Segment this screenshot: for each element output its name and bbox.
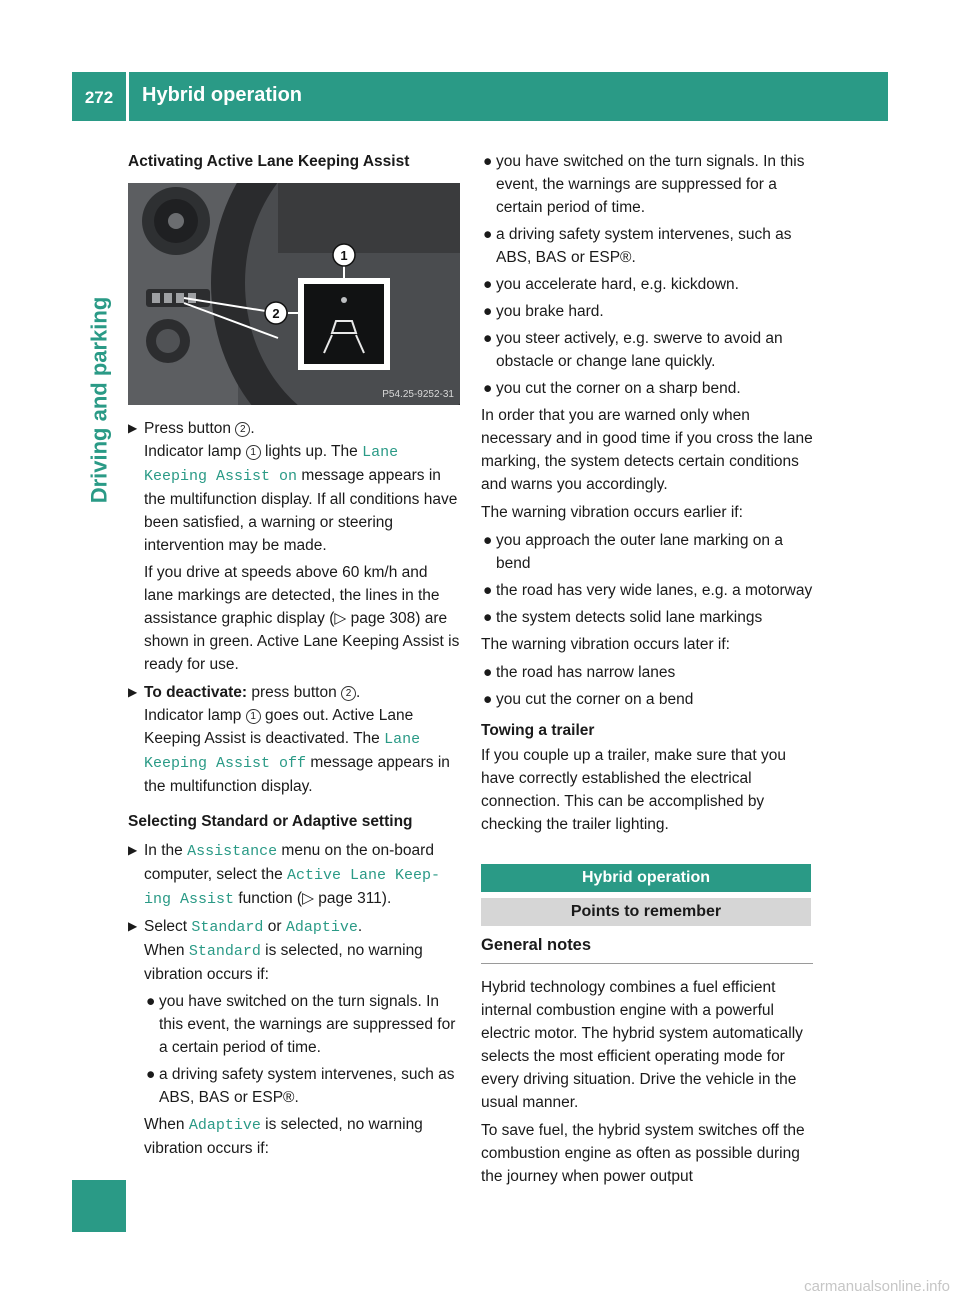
list-item: ● you accelerate hard, e.g. kickdown. — [483, 276, 739, 293]
steering-wheel-illustration — [128, 183, 460, 405]
left-column — [128, 150, 460, 1165]
subsection-points-to-remember: Points to remember — [481, 898, 811, 926]
display-message-lane-keeping-on: Lane Keeping Assist on — [144, 444, 399, 485]
list-item: ● you cut the corner on a sharp bend. — [483, 380, 741, 397]
step-arrow-icon: ▶ — [128, 685, 138, 699]
paragraph-towing: If you couple up a trailer, make sure that you have correctly established the electrical connection. This can be accomplished by checking the trailer lighting. — [481, 747, 787, 833]
list-item: ● you cut the corner on a bend — [483, 691, 694, 708]
list-item: ● the road has very wide lanes, e.g. a motorway — [483, 582, 813, 599]
option-adaptive: Adaptive — [188, 1117, 261, 1134]
step-deactivate: ▶ To deactivate: press button 2 . Indicator lamp 1 goes out. Active Lane Keeping Assist is deactivated. The Lane Keeping Assist off message appears in the multifunction display. — [128, 681, 460, 798]
towing-heading: Towing a trailer — [481, 722, 595, 739]
display-message-lane-keeping-off: Lane Keeping Assist off — [144, 731, 421, 772]
list-item: ● the system detects solid lane markings — [483, 609, 763, 626]
activating-heading: Activating Active Lane Keeping Assist — [128, 153, 410, 170]
marker-1-icon: 1 — [246, 709, 261, 724]
step-arrow-icon: ▶ — [128, 919, 138, 933]
header-divider — [126, 72, 129, 121]
option-adaptive: Adaptive — [285, 919, 358, 936]
list-item: ● the road has narrow lanes — [483, 664, 676, 681]
list-item: ● you brake hard. — [483, 303, 604, 320]
page-header — [72, 72, 888, 121]
marker-2-icon: 2 — [341, 686, 356, 701]
step-select-setting: ▶ Select Standard or Adaptive. When Standard is selected, no warning vibration occurs if: ● you have switched on the turn signals. In this event, the warnings are suppressed for a certain period of time. ● a driving safety system intervenes, such as ABS, BAS or ESP®. When Adaptive is selected, no warning vibration occurs if: — [128, 915, 460, 1160]
selecting-heading: Selecting Standard or Adaptive setting — [128, 813, 413, 830]
list-item: ● you steer actively, e.g. swerve to avoid an obstacle or change lane quickly. — [483, 330, 783, 370]
option-standard: Standard — [191, 919, 264, 936]
page-number: 272 — [84, 88, 114, 107]
step-arrow-icon: ▶ — [128, 843, 138, 857]
paragraph-hybrid-2: To save fuel, the hybrid system switches off the combustion engine as often as possible during the journey when power output — [481, 1122, 805, 1185]
steering-wheel-figure — [128, 183, 460, 405]
list-item: ● you approach the outer lane marking on a bend — [483, 532, 783, 572]
step-assistance-menu: ▶ In the Assistance menu on the on-board computer, select the Active Lane Keep‐ ing Assist function (▷ page 311). — [128, 839, 460, 911]
paragraph-warned: In order that you are warned only when necessary and in good time if you cross the lane marking, the system detects certain conditions and warns you accordingly. — [481, 407, 813, 493]
page-ref-308[interactable]: ▷ page 308) — [334, 610, 421, 627]
section-hybrid-operation: Hybrid operation — [481, 864, 811, 892]
general-notes-heading: General notes — [481, 934, 813, 964]
step-press-button: ▶ Press button 2 . Indicator lamp 1 lights up. The Lane Keeping Assist on message appears in the multifunction display. If all conditions have been satisfied, a warning or steering intervention may be made. If you drive at speeds above 60 km/h and lane markings are detected, the lines in the assistance graphic display (▷ page 308) are shown in green. Active Lane Keeping Assist is ready for use. — [128, 417, 460, 676]
list-item: ● you have switched on the turn signals. In this event, the warnings are suppressed for a certain period of time. — [146, 993, 456, 1056]
header-title: Hybrid operation — [142, 84, 303, 106]
function-active-lane-keeping-assist: Active Lane Keep‐ ing Assist — [144, 867, 441, 908]
list-item: ● you have switched on the turn signals. In this event, the warnings are suppressed for a certain period of time. — [483, 153, 805, 216]
list-item: ● a driving safety system intervenes, such as ABS, BAS or ESP®. — [483, 226, 792, 266]
menu-assistance: Assistance — [187, 843, 278, 860]
figure-code: P54.25-9252-31 — [382, 389, 454, 400]
right-column — [481, 150, 813, 1193]
marker-1-icon: 1 — [246, 445, 261, 460]
side-tab-label: Driving and parking — [86, 296, 112, 504]
paragraph-earlier-intro: The warning vibration occurs earlier if: — [481, 504, 743, 521]
paragraph-hybrid-1: Hybrid technology combines a fuel efficient internal combustion engine with a powerful electric motor. The hybrid system automatically selects the most efficient operating mode for every driving situation. Drive the vehicle in the usual manner. — [481, 979, 803, 1111]
option-standard: Standard — [188, 943, 261, 960]
side-tab-marker — [72, 1180, 126, 1232]
step-arrow-icon: ▶ — [128, 421, 138, 435]
svg-text:2: 2 — [272, 306, 280, 321]
page-ref-311[interactable]: ▷ page 311). — [302, 890, 392, 907]
svg-text:1: 1 — [340, 248, 348, 263]
list-item: ● a driving safety system intervenes, such as ABS, BAS or ESP®. — [146, 1066, 455, 1106]
marker-2-icon: 2 — [235, 422, 250, 437]
watermark: carmanualsonline.info — [804, 1278, 950, 1295]
paragraph-later-intro: The warning vibration occurs later if: — [481, 636, 730, 653]
